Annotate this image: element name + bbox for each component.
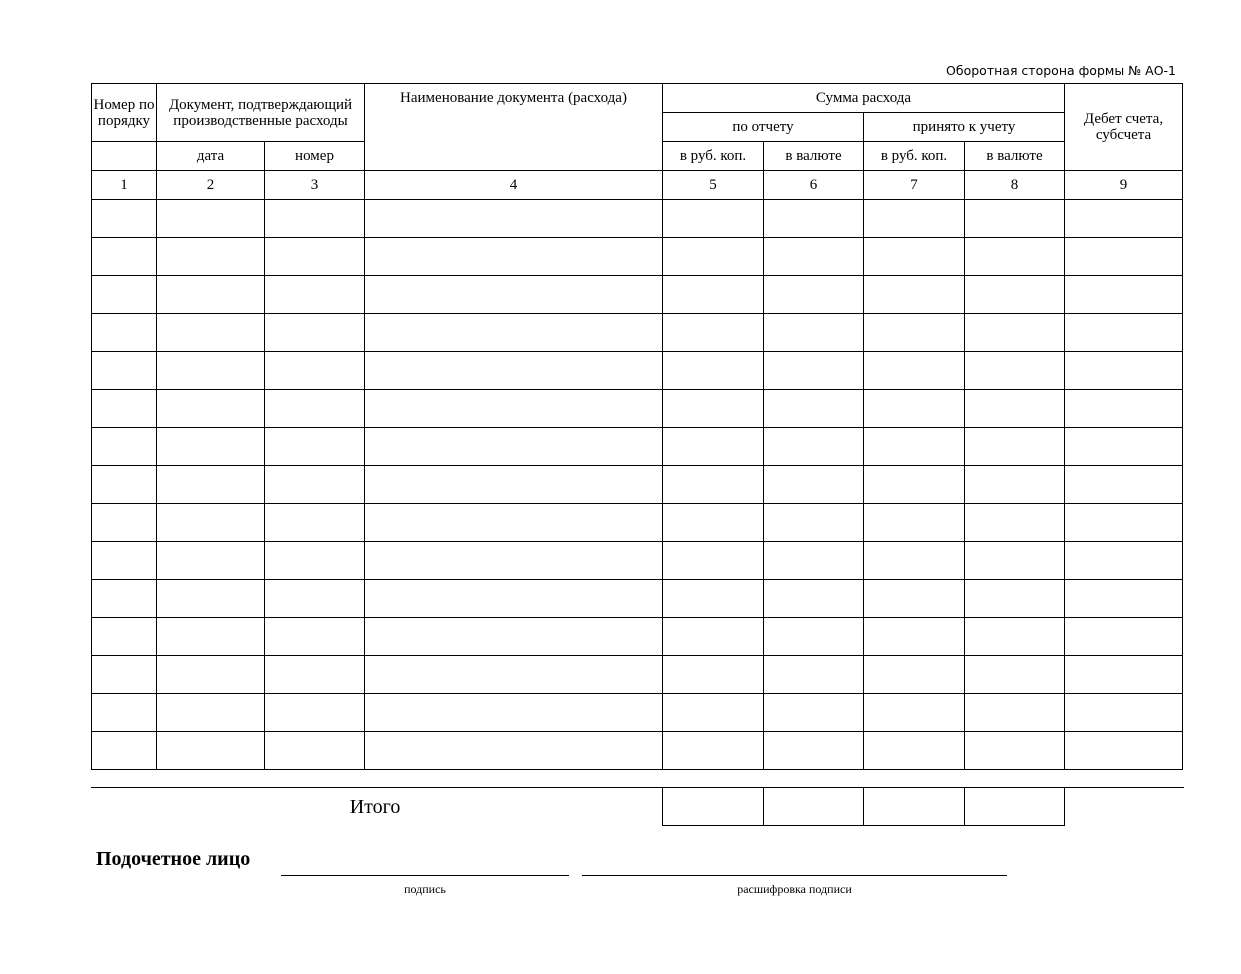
table-cell[interactable] [864, 200, 965, 238]
table-cell[interactable] [157, 238, 265, 276]
table-cell[interactable] [965, 618, 1065, 656]
table-cell[interactable] [157, 542, 265, 580]
table-cell[interactable] [965, 542, 1065, 580]
table-cell[interactable] [965, 732, 1065, 770]
header-document-group: Документ, подтверждающий производственные расходы [157, 84, 365, 142]
column-number: 1 [92, 171, 157, 200]
table-cell[interactable] [663, 200, 764, 238]
table-cell[interactable] [965, 580, 1065, 618]
table-cell[interactable] [764, 276, 864, 314]
column-number: 2 [157, 171, 265, 200]
table-cell[interactable] [365, 200, 663, 238]
table-cell[interactable] [265, 656, 365, 694]
table-cell[interactable] [157, 466, 265, 504]
column-number: 6 [764, 171, 864, 200]
header-date: дата [157, 142, 265, 171]
column-number: 3 [265, 171, 365, 200]
table-cell[interactable] [965, 656, 1065, 694]
table-cell[interactable] [764, 466, 864, 504]
table-cell[interactable] [965, 428, 1065, 466]
totals-label: Итого [349, 796, 401, 818]
table-row [92, 466, 1183, 504]
table-cell[interactable] [663, 580, 764, 618]
table-cell[interactable] [1065, 466, 1183, 504]
header-order-number: Номер по порядку [92, 84, 157, 142]
column-number: 4 [365, 171, 663, 200]
table-cell[interactable] [1065, 428, 1183, 466]
table-cell[interactable] [365, 580, 663, 618]
table-cell[interactable] [864, 466, 965, 504]
table-cell[interactable] [663, 694, 764, 732]
table-cell[interactable] [965, 238, 1065, 276]
table-cell[interactable] [764, 352, 864, 390]
table-cell[interactable] [157, 314, 265, 352]
signature-decryption-caption: расшифровка подписи [737, 882, 852, 896]
table-cell[interactable] [965, 504, 1065, 542]
table-cell[interactable] [92, 580, 157, 618]
table-cell[interactable] [864, 428, 965, 466]
table-cell[interactable] [265, 542, 365, 580]
table-cell[interactable] [864, 504, 965, 542]
table-cell[interactable] [265, 732, 365, 770]
table-cell[interactable] [764, 238, 864, 276]
table-cell[interactable] [265, 390, 365, 428]
table-cell[interactable] [265, 238, 365, 276]
table-cell[interactable] [92, 276, 157, 314]
table-cell[interactable] [92, 200, 157, 238]
table-cell[interactable] [157, 656, 265, 694]
table-cell[interactable] [265, 200, 365, 238]
table-cell[interactable] [92, 314, 157, 352]
table-cell[interactable] [365, 352, 663, 390]
table-cell[interactable] [1065, 732, 1183, 770]
table-cell[interactable] [365, 314, 663, 352]
table-cell[interactable] [92, 466, 157, 504]
table-cell[interactable] [157, 276, 265, 314]
header-expense-sum: Сумма расхода [663, 84, 1065, 113]
table-cell[interactable] [764, 390, 864, 428]
table-cell[interactable] [864, 656, 965, 694]
table-cell[interactable] [1065, 618, 1183, 656]
table-cell[interactable] [965, 390, 1065, 428]
table-cell[interactable] [764, 504, 864, 542]
table-cell[interactable] [663, 466, 764, 504]
table-cell[interactable] [365, 618, 663, 656]
table-cell[interactable] [92, 238, 157, 276]
header-order-number-cont [92, 142, 157, 171]
signature-line[interactable] [281, 875, 569, 876]
table-cell[interactable] [92, 732, 157, 770]
table-cell[interactable] [1065, 352, 1183, 390]
header-document-name: Наименование документа (расхода) [365, 84, 663, 171]
totals-table [662, 787, 1065, 826]
table-cell[interactable] [1065, 238, 1183, 276]
table-cell[interactable] [663, 618, 764, 656]
table-cell[interactable] [864, 580, 965, 618]
table-cell[interactable] [764, 580, 864, 618]
total-rub-report-cell[interactable] [663, 788, 764, 826]
table-cell[interactable] [265, 352, 365, 390]
table-cell[interactable] [265, 276, 365, 314]
column-number: 5 [663, 171, 764, 200]
header-accepted: принято к учету [864, 113, 1065, 142]
table-row [92, 732, 1183, 770]
table-row [92, 200, 1183, 238]
table-cell[interactable] [663, 314, 764, 352]
table-cell[interactable] [663, 542, 764, 580]
table-cell[interactable] [265, 466, 365, 504]
table-cell[interactable] [663, 238, 764, 276]
table-cell[interactable] [157, 694, 265, 732]
table-cell[interactable] [764, 428, 864, 466]
table-cell[interactable] [1065, 542, 1183, 580]
table-cell[interactable] [864, 732, 965, 770]
table-cell[interactable] [663, 428, 764, 466]
table-cell[interactable] [365, 694, 663, 732]
table-cell[interactable] [1065, 314, 1183, 352]
table-cell[interactable] [965, 314, 1065, 352]
table-cell[interactable] [92, 542, 157, 580]
table-cell[interactable] [265, 694, 365, 732]
table-cell[interactable] [157, 618, 265, 656]
table-cell[interactable] [864, 352, 965, 390]
table-cell[interactable] [1065, 656, 1183, 694]
table-cell[interactable] [965, 200, 1065, 238]
table-cell[interactable] [764, 618, 864, 656]
table-cell[interactable] [157, 352, 265, 390]
table-cell[interactable] [864, 238, 965, 276]
table-cell[interactable] [1065, 694, 1183, 732]
table-cell[interactable] [365, 542, 663, 580]
table-cell[interactable] [365, 276, 663, 314]
column-number: 8 [965, 171, 1065, 200]
table-cell[interactable] [764, 314, 864, 352]
table-cell[interactable] [764, 656, 864, 694]
table-cell[interactable] [157, 732, 265, 770]
signature-caption: подпись [404, 882, 446, 896]
table-cell[interactable] [157, 200, 265, 238]
table-cell[interactable] [365, 390, 663, 428]
header-rub-accepted: в руб. коп. [864, 142, 965, 171]
table-cell[interactable] [864, 618, 965, 656]
table-row [92, 238, 1183, 276]
table-cell[interactable] [663, 732, 764, 770]
table-cell[interactable] [764, 732, 864, 770]
header-currency-report: в валюте [764, 142, 864, 171]
form-caption: Оборотная сторона формы № АО-1 [946, 63, 1176, 78]
table-cell[interactable] [365, 656, 663, 694]
table-cell[interactable] [764, 200, 864, 238]
table-cell[interactable] [864, 314, 965, 352]
header-currency-accepted: в валюте [965, 142, 1065, 171]
total-currency-accepted-cell[interactable] [965, 788, 1065, 826]
table-cell[interactable] [1065, 580, 1183, 618]
table-row [92, 504, 1183, 542]
total-currency-report-cell[interactable] [764, 788, 864, 826]
table-cell[interactable] [663, 504, 764, 542]
table-cell[interactable] [965, 276, 1065, 314]
table-cell[interactable] [92, 656, 157, 694]
table-row [92, 314, 1183, 352]
table-cell[interactable] [965, 694, 1065, 732]
table-cell[interactable] [365, 504, 663, 542]
table-cell[interactable] [1065, 390, 1183, 428]
table-cell[interactable] [663, 352, 764, 390]
table-cell[interactable] [92, 504, 157, 542]
table-cell[interactable] [764, 694, 864, 732]
table-cell[interactable] [663, 390, 764, 428]
table-row [92, 428, 1183, 466]
header-debit: Дебет счета, субсчета [1065, 84, 1183, 171]
table-cell[interactable] [265, 314, 365, 352]
table-cell[interactable] [864, 542, 965, 580]
header-rub-report: в руб. коп. [663, 142, 764, 171]
table-row [92, 352, 1183, 390]
total-rub-accepted-cell[interactable] [864, 788, 965, 826]
column-number: 7 [864, 171, 965, 200]
table-cell[interactable] [157, 580, 265, 618]
table-cell[interactable] [864, 276, 965, 314]
table-cell[interactable] [365, 732, 663, 770]
table-cell[interactable] [663, 276, 764, 314]
table-cell[interactable] [92, 352, 157, 390]
table-cell[interactable] [92, 618, 157, 656]
column-number: 9 [1065, 171, 1183, 200]
table-cell[interactable] [764, 542, 864, 580]
table-cell[interactable] [265, 428, 365, 466]
table-cell[interactable] [157, 390, 265, 428]
signature-decryption-line[interactable] [582, 875, 1007, 876]
accountable-person-label: Подочетное лицо [96, 848, 251, 870]
table-row [92, 656, 1183, 694]
table-cell[interactable] [92, 390, 157, 428]
table-cell[interactable] [365, 466, 663, 504]
table-cell[interactable] [663, 656, 764, 694]
table-bottom-border-left [91, 787, 663, 788]
table-row [92, 618, 1183, 656]
table-row [92, 276, 1183, 314]
expense-table [91, 83, 1183, 770]
table-cell[interactable] [965, 352, 1065, 390]
table-cell[interactable] [265, 618, 365, 656]
table-cell[interactable] [1065, 276, 1183, 314]
table-row [92, 390, 1183, 428]
table-row [92, 694, 1183, 732]
table-row [92, 542, 1183, 580]
header-number: номер [265, 142, 365, 171]
table-cell[interactable] [365, 238, 663, 276]
table-cell[interactable] [157, 428, 265, 466]
table-cell[interactable] [1065, 200, 1183, 238]
table-cell[interactable] [265, 504, 365, 542]
table-cell[interactable] [365, 428, 663, 466]
table-bottom-border-right [1064, 787, 1184, 788]
table-row [92, 580, 1183, 618]
table-cell[interactable] [157, 504, 265, 542]
table-cell[interactable] [1065, 504, 1183, 542]
table-cell[interactable] [864, 390, 965, 428]
header-by-report: по отчету [663, 113, 864, 142]
table-cell[interactable] [965, 466, 1065, 504]
table-cell[interactable] [265, 580, 365, 618]
table-cell[interactable] [92, 694, 157, 732]
table-cell[interactable] [92, 428, 157, 466]
table-cell[interactable] [864, 694, 965, 732]
